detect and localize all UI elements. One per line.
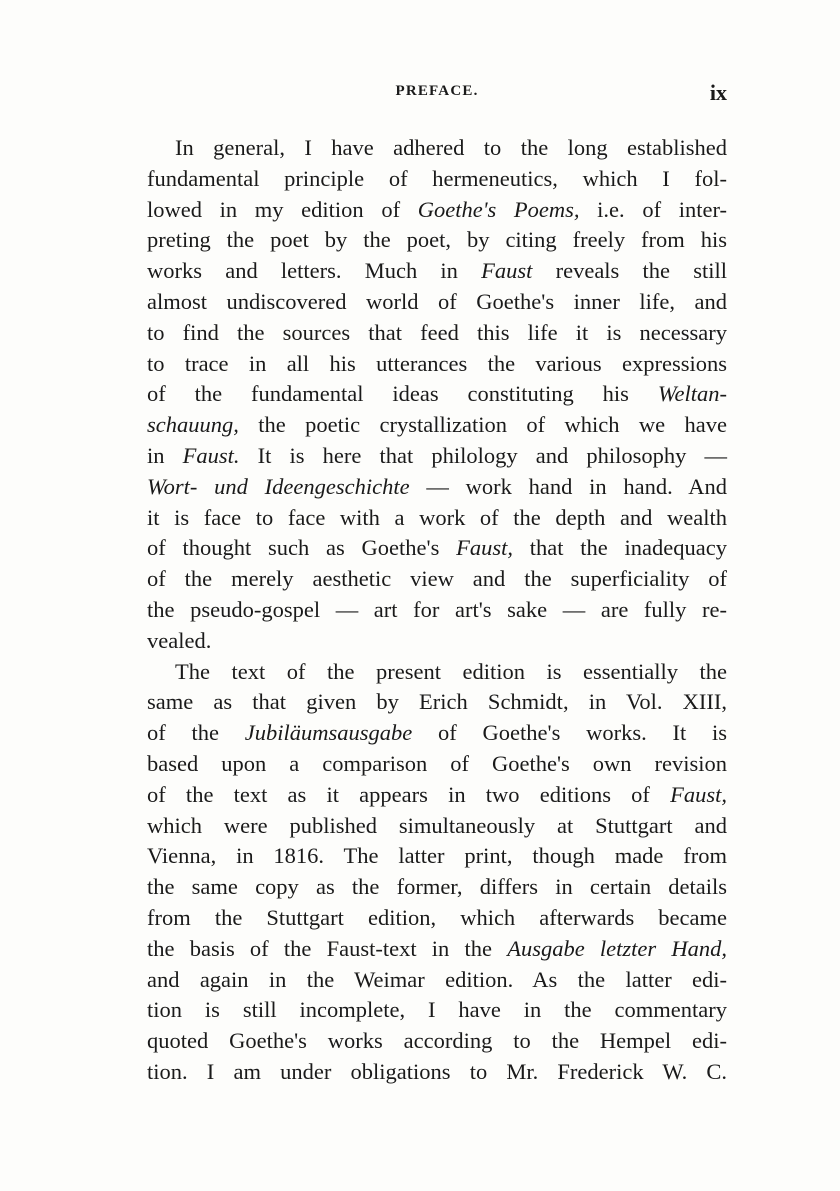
text-span: tion is still incomplete, I have in the commentary — [147, 997, 727, 1023]
text-span: almost undiscovered world of Goethe's inner life, and — [147, 288, 727, 314]
text-span: same as that given by Erich Schmidt, in Vol. XIII, — [147, 689, 727, 715]
text-line — [147, 872, 727, 903]
text-span: In general, I have adhered to the long established — [175, 135, 727, 160]
italic-phrase: Wort- und Ideengeschichte — [147, 473, 410, 499]
text-span: of thought such as Goethe's — [147, 535, 457, 561]
text-line — [147, 441, 727, 472]
text-line — [147, 564, 727, 595]
text-span: of the merely aesthetic view and the superficiality of — [147, 566, 727, 592]
text-line — [147, 472, 727, 503]
text-line — [147, 718, 727, 749]
text-line — [147, 903, 727, 934]
text-line — [147, 379, 727, 410]
text-line — [147, 995, 727, 1026]
text-span: fundamental principle of hermeneutics, which I fol- — [147, 165, 727, 191]
text-line — [147, 626, 727, 657]
italic-phrase: Goethe's Poems, — [417, 196, 580, 222]
text-span: the basis of the Faust-text in the — [147, 935, 508, 961]
text-span: The text of the present edition is essentially the — [175, 658, 727, 684]
text-span: that the inadequacy — [513, 535, 727, 561]
text-span: reveals the still — [532, 258, 727, 284]
text-span: Vienna, in 1816. The latter print, though made from — [147, 843, 727, 869]
text-line — [147, 780, 727, 811]
text-span: quoted Goethe's works according to the Hempel edi- — [147, 1028, 727, 1054]
text-span: works and letters. Much in — [147, 258, 482, 284]
text-line — [147, 749, 727, 780]
body-text — [147, 133, 727, 1088]
text-line — [147, 133, 727, 164]
italic-phrase: Faust. — [182, 442, 240, 468]
text-span: from the Stuttgart edition, which afterwards became — [147, 904, 727, 930]
page-header — [147, 80, 727, 106]
text-line — [147, 195, 727, 226]
text-line — [147, 410, 727, 441]
text-line — [147, 225, 727, 256]
text-span: the pseudo-gospel — art for art's sake — are fully re- — [147, 596, 727, 622]
text-line — [147, 657, 727, 688]
italic-phrase: Faust, — [456, 535, 514, 561]
text-line — [147, 687, 727, 718]
italic-phrase: Jubiläumsausgabe — [244, 720, 413, 746]
text-span: the poetic crystallization of which we have — [238, 412, 727, 438]
text-line — [147, 811, 727, 842]
text-span: i.e. of inter- — [579, 196, 727, 222]
text-span: lowed in my edition of — [147, 196, 418, 222]
text-line — [147, 349, 727, 380]
italic-phrase: Weltan- — [657, 381, 727, 407]
text-line — [147, 256, 727, 287]
text-span: to trace in all his utterances the various expressions — [147, 350, 727, 376]
text-line — [147, 287, 727, 318]
text-span: which were published simultaneously at Stuttgart and — [147, 812, 727, 838]
text-span: based upon a comparison of Goethe's own revision — [147, 750, 727, 776]
text-span: of the — [147, 720, 245, 746]
text-span: in — [147, 442, 183, 468]
text-line — [147, 1026, 727, 1057]
italic-phrase: Faust, — [670, 781, 727, 807]
italic-phrase: Faust — [481, 258, 533, 284]
text-span: of the text as it appears in two editions of — [147, 781, 671, 807]
italic-phrase: Ausgabe letzter Hand, — [507, 935, 727, 961]
text-span: the same copy as the former, differs in certain details — [147, 874, 727, 900]
text-line — [147, 533, 727, 564]
text-span: tion. I am under obligations to Mr. Frederick W. C. — [147, 1058, 727, 1084]
text-line — [147, 164, 727, 195]
text-span: — work hand in hand. And — [409, 473, 727, 499]
text-span: It is here that philology and philosophy — — [239, 442, 727, 468]
running-head: PREFACE. — [395, 83, 479, 99]
text-line — [147, 965, 727, 996]
text-span: vealed. — [147, 627, 212, 653]
text-line — [147, 934, 727, 965]
italic-phrase: schauung, — [147, 412, 239, 438]
text-span: preting the poet by the poet, by citing freely from his — [147, 227, 727, 253]
text-span: of the fundamental ideas constituting his — [147, 381, 658, 407]
text-line — [147, 841, 727, 872]
text-line — [147, 1057, 727, 1088]
page-number: ix — [709, 80, 727, 105]
text-line — [147, 503, 727, 534]
text-span: of Goethe's works. It is — [412, 720, 727, 746]
text-span: it is face to face with a work of the depth and wealth — [147, 504, 727, 530]
text-span: to find the sources that feed this life it is necessary — [147, 319, 727, 345]
text-span: and again in the Weimar edition. As the latter edi- — [147, 966, 727, 992]
text-line — [147, 595, 727, 626]
text-line — [147, 318, 727, 349]
